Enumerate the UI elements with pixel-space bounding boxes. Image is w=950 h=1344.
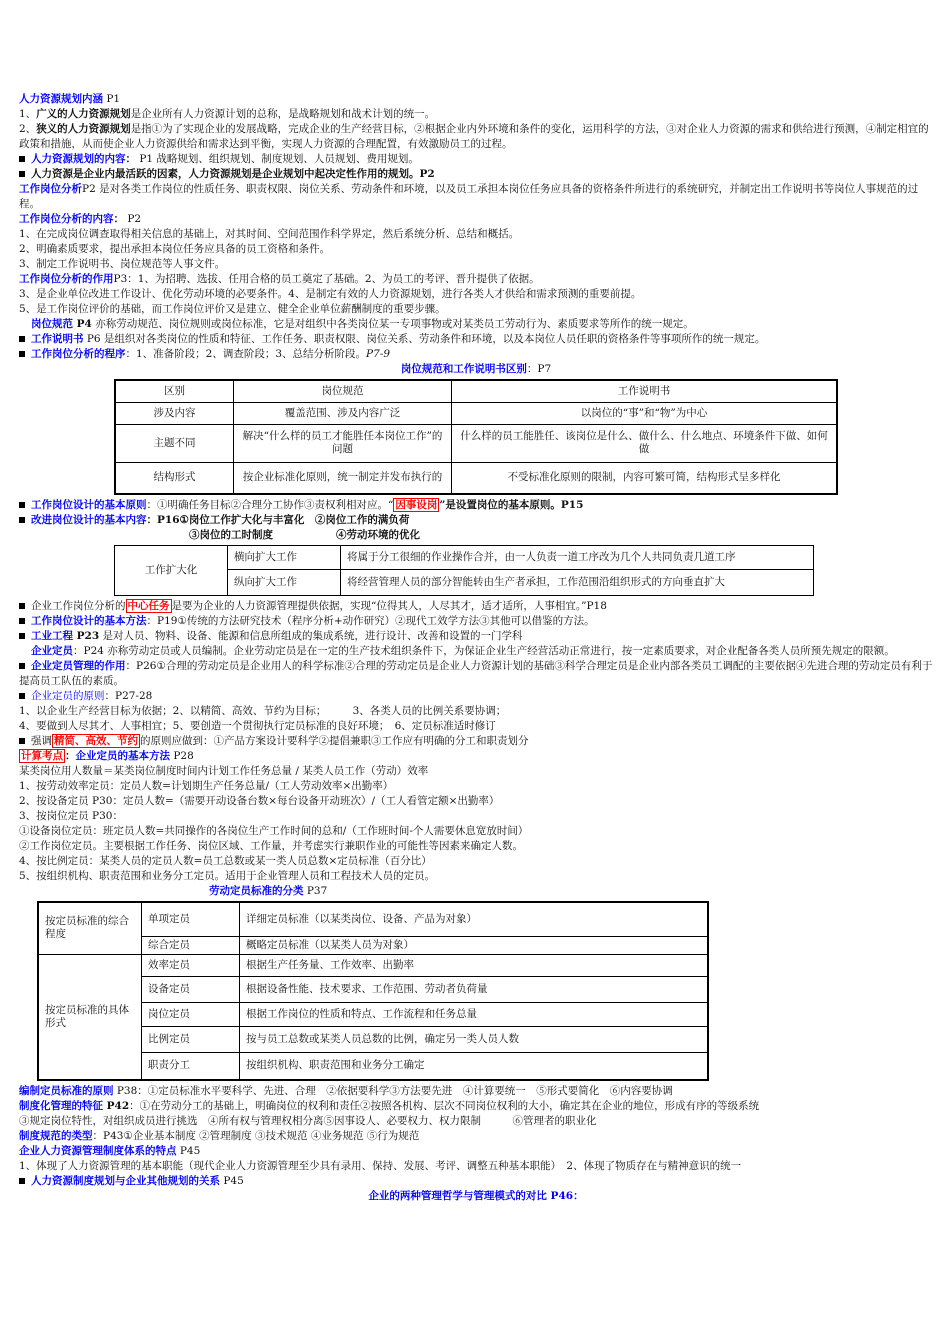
bullet-icon [19,1178,25,1184]
table-header-cell: 工作说明书 [452,380,838,402]
item-number: 1、 [19,108,37,120]
formula-line: 某类岗位用人数量＝某类岗位制度时间内计划工作任务总量 / 某类人员工作（劳动）效率 [19,765,429,777]
body-text: ：P19①传统的方法研究技术（程序分析+动作研究）②现代工效学方法③其他可以借鉴的方法。 [146,615,595,627]
table-cell: 覆盖范围、涉及内容广泛 [234,402,452,424]
heading-text: 制度规范的类型 [19,1130,93,1142]
body-text: ：1、准备阶段；2、调查阶段；3、总结分析阶段。 [125,348,367,360]
heading-text: 岗位规范 [31,318,73,330]
bullet-icon [19,351,25,357]
highlight-keyword: 计算考点 [21,750,63,762]
job-enlargement-table [114,545,814,596]
body-text: ：①在劳动分工的基础上，明确岗位的权利和责任②按照各机构、层次不同岗位权利的大小，确定其在企业的地位，形成有序的等级系统 [129,1100,760,1112]
bullet-icon [19,603,25,609]
page-ref: P7-9 [366,348,391,360]
section-heading [19,212,933,227]
bullet-line [19,513,933,528]
body-text: P3：1、为招聘、选拔、任用合格的员工奠定了基础。2、为员工的考评、晋升提供了依据。 [113,273,540,285]
page-ref: P37 [303,885,328,897]
list-item: 3、按岗位定员 P30： [19,810,123,822]
staffing-standards-table [37,901,709,1081]
table-row [38,902,708,936]
highlight-keyword: 中心任务 [127,600,170,612]
bullet-icon [19,618,25,624]
bullet-line [19,614,933,629]
table-cell: 岗位定员 [142,1002,240,1026]
definition: 亦称劳动规范、岗位规则或岗位标准，它是对组织中各类岗位某一专项事物或对某类员工劳动行为、素质要求等所作的统一规定。 [91,318,694,330]
page-ref: P4 [73,318,92,330]
body-text: 是要为企业的人力资源管理提供依据，实现“位得其人，人尽其才，适才适所，人事相宜。”P18 [171,600,607,612]
bullet-line [19,347,933,362]
table-header-cell: 岗位规范 [234,380,452,402]
bullet-line [19,734,933,749]
definition: 是企业所有人力资源计划的总称，是战略规划和战术计划的统一。 [130,108,436,120]
table-cell: 详细定员标准（以某类岗位、设备、产品为对象） [240,902,709,936]
table-title [19,884,933,899]
highlight-keyword: 因事设岗 [395,499,438,511]
table-cell: 概略定员标准（以某类人员为对象） [240,936,709,954]
page-ref: ：P7 [526,363,552,375]
table-row [115,424,837,462]
table-cell: 解决“什么样的员工才能胜任本岗位工作”的问题 [234,424,452,462]
paragraph [19,182,933,212]
bullet-line [19,599,933,614]
page-ref: P2 [124,213,142,225]
table-cell: 主题不同 [115,424,234,462]
table-cell: 横向扩大工作 [228,546,341,570]
table-cell: 涉及内容 [115,402,234,424]
table-cell: 按与员工总数或某类人员总数的比例，确定另一类人员人数 [240,1026,709,1052]
bullet-line [19,498,933,513]
section-heading [19,1189,933,1204]
body-text: ：P26①合理的劳动定员是企业用人的科学标准②合理的劳动定员是企业人力资源计划的基础③科学合理定员是企业内部各类员工调配的主要依据④先进合理的劳动定员有利于提高员工队伍的素质。 [19,660,933,687]
table-header-cell: 区别 [115,380,234,402]
bullet-icon [19,663,25,669]
table-cell: 什么样的员工能胜任、该岗位是什么、做什么、什么地点、环境条件下做、如何做 [452,424,838,462]
heading-text: 企业人力资源管理制度体系的特点 [19,1145,177,1157]
bullet-line [19,167,933,182]
heading-text: 工业工程 [31,630,73,642]
table-cell: 按企业标准化原则，统一制定并发布执行的 [234,462,452,494]
heading-text: 企业的两种管理哲学与管理模式的对比 P46： [368,1190,584,1202]
definition: ：P24 亦称劳动定员或人员编制。企业劳动定员是在一定的生产技术组织条件下，为保证企业生产经营活动正常进行，按一定素质要求，对企业配备各类人员所预先规定的限额。 [73,645,895,657]
table-cell: 以岗位的“事”和“物”为中心 [452,402,838,424]
definition: 是对人员、物料、设备、能源和信息所组成的集成系统，进行设计、改善和设置的一门学科 [99,630,523,642]
term: 狭义的人力资源规划 [36,123,131,135]
definition: P6 是组织对各类岗位的性质和特征、工作任务、职责权限、岗位关系、劳动条件和环境，以及本岗位人员任职的资格条件等事项所作的统一规定。 [83,333,766,345]
list-item: 5、是工作岗位评价的基础，而工作岗位评价又是建立、健全企业单位薪酬制度的重要步骤。 [19,303,446,315]
table-row [38,954,708,976]
body-text: P1 战略规划、组织规划、制度规划、人员规划、费用规划。 [136,153,419,165]
page-ref: P45 [176,1145,201,1157]
page-ref: P45 [220,1175,244,1187]
body-text: ：P43①企业基本制度 ②管理制度 ③技术规范 ④业务规范 ⑤行为规范 [92,1130,420,1142]
paragraph [19,1099,933,1114]
heading-text: 工作岗位分析的作用 [19,273,114,285]
table-cell: 设备定员 [142,976,240,1002]
bullet-icon [19,693,25,699]
definition: P2 是对各类工作岗位的性质任务、职责权限、岗位关系、劳动条件和环境，以及员工承担本岗位任务应具备的资格条件所进行的系统研究，并制定出工作说明书等岗位人事规范的过程。 [19,183,919,210]
bullet-line [19,659,933,689]
bold-statement: ：P16①岗位工作扩大化与丰富化 ②岗位工作的满负荷 [146,514,410,526]
heading-text: 编制定员标准的原则 [19,1085,114,1097]
body-text: 强调 [31,735,52,747]
table-row [115,380,837,402]
list-item: 5、按组织机构、职责范围和业务分工定员。适用于企业管理人员和工程技术人员的定员。 [19,870,436,882]
heading-text: 工作说明书 [31,333,84,345]
table-row [115,462,837,494]
page-ref: ：P27-28 [104,690,153,702]
document-content [19,92,933,1204]
table-group-cell: 按定员标准的具体形式 [38,954,142,1080]
table-row [115,546,814,570]
item-number: 2、 [19,123,37,135]
table-cell: 按组织机构、职责范围和业务分工确定 [240,1052,709,1080]
bullet-icon [19,738,25,744]
body-text: 的原则应做到：①产品方案设计要科学②提倡兼职③工作应有明确的分工和职责划分 [140,735,529,747]
table-cell: 结构形式 [115,462,234,494]
colon: ： [113,213,124,225]
list-item: 1、按劳动效率定员：定员人数=计划期生产任务总量/（工人劳动效率×出勤率） [19,780,394,792]
heading-text: 工作岗位设计的基本原则 [31,499,147,511]
paragraph [19,122,933,152]
list-item: 3、制定工作说明书、岗位规范等人事文件。 [19,258,226,270]
table-group-cell: 按定员标准的综合程度 [38,902,142,954]
paragraph [19,1084,933,1099]
list-item: ③规定岗位特性，对组织成员进行挑选 ④所有权与管理权相分离⑤因事设人、必要权力、权力限制 ⑥管理者的职业化 [19,1115,597,1127]
heading-text: 企业定员的原则 [31,690,105,702]
section-heading [19,749,933,764]
page-ref: P23 [73,630,100,642]
body-text: P38：①定员标准水平要科学、先进、合理 ②依据要科学③方法要先进 ④计算要统一 ⑤形式要简化 ⑥内容要协调 [113,1085,673,1097]
table-row [115,402,837,424]
bullet-icon [19,171,25,177]
bullet-icon [19,502,25,508]
bullet-icon [19,156,25,162]
heading-text: 岗位规范和工作说明书区别 [400,363,527,375]
heading-text: 企业定员的基本方法 [75,750,170,762]
heading-text: 人力资源规划内涵 [19,93,103,105]
heading-text: 改进岗位设计的基本内容 [31,514,147,526]
list-item: ①设备岗位定员：班定员人数=共同操作的各岗位生产工作时间的总和/（工作班时间-个人需要休息宽放时间） [19,825,529,837]
bullet-icon [19,336,25,342]
page-ref: P42 [103,1100,130,1112]
bullet-icon [19,633,25,639]
continuation-line: ③岗位的工时制度 ④劳动环境的优化 [189,529,420,541]
list-item: 2、明确素质要求，提出承担本岗位任务应具备的员工资格和条件。 [19,243,331,255]
section-hr-planning-heading [19,92,933,107]
table-cell: 根据设备性能、技术要求、工作范围、劳动者负荷量 [240,976,709,1002]
heading-text: 制度化管理的特征 [19,1100,103,1112]
definition: 是指①为了实现企业的发展战略，完成企业的生产经营目标，②根据企业内外环境和条件的变化，运用科学的方法，③对企业人力资源的需求和供给进行预测，④制定相宜的政策和措施，从而使企业人力资源供给和需求达到平衡，实现人力资源的合理配置，有效激励员工的过程。 [19,123,929,150]
table-cell: 职责分工 [142,1052,240,1080]
paragraph [19,1129,933,1144]
bullet-line [19,152,933,167]
table-cell: 比例定员 [142,1026,240,1052]
table-cell: 将属于分工很细的作业操作合并，由一人负责一道工序改为几个人共同负责几道工序 [341,546,814,570]
paragraph [19,317,933,332]
table-cell: 根据工作岗位的性质和特点、工作流程和任务总量 [240,1002,709,1026]
table-cell: 纵向扩大工作 [228,570,341,596]
page-ref: P28 [170,750,194,762]
bullet-line [19,629,933,644]
heading-text: 企业定员 [31,645,73,657]
heading-text: 企业定员管理的作用 [31,660,126,672]
list-item: ②工作岗位定员。主要根据工作任务、岗位区域、工作量，并考虑实行兼职作业的可能性等因素来确定人数。 [19,840,523,852]
list-item: 1、以企业生产经营目标为依据；2、以精简、高效、节约为目标； 3、各类人员的比例关系要协调； [19,705,507,717]
bullet-line [19,689,933,704]
list-item: 2、按设备定员 P30：定员人数=（需要开动设备台数×每台设备开动班次）/（工人看管定额×出勤率） [19,795,500,807]
bold-statement: 人力资源是企业内最活跃的因素，人力资源规划是企业规划中起决定性作用的规划。P2 [31,168,435,180]
paragraph [19,644,933,659]
table-cell: 将经营管理人员的部分智能转由生产者承担，工作范围沿组织形式的方向垂直扩大 [341,570,814,596]
section-heading [19,1144,933,1159]
body-text: ：①明确任务目标②合理分工协作③责权利相对应。“ [146,499,394,511]
term: 广义的人力资源规划 [36,108,131,120]
paragraph [19,107,933,122]
table-title [19,362,933,377]
highlight-keyword: 精简、高效、节约 [54,735,138,747]
colon: ： [65,750,76,762]
table-cell: 不受标准化原则的限制，内容可繁可简，结构形式呈多样化 [452,462,838,494]
heading-text: 人力资源制度规划与企业其他规划的关系 [31,1175,220,1187]
bold-statement: ”是设置岗位的基本原则。P15 [439,499,584,511]
table-cell: 效率定员 [142,954,240,976]
heading-text: 工作岗位分析的程序 [31,348,126,360]
bullet-line [19,332,933,347]
body-text: 企业工作岗位分析的 [31,600,126,612]
list-item: 1、在完成岗位调查取得相关信息的基础上，对其时间、空间范围作科学界定，然后系统分析、总结和概括。 [19,228,520,240]
table-cell: 根据生产任务量、工作效率、出勤率 [240,954,709,976]
heading-text: 工作岗位设计的基本方法 [31,615,147,627]
colon: ： [125,153,136,165]
heading-text: 劳动定员标准的分类 [209,885,304,897]
list-item: 3、是企业单位改进工作设计、优化劳动环境的必要条件。4、是制定有效的人力资源规划，进行各类人才供给和需求预测的重要前提。 [19,288,642,300]
list-item: 1、体现了人力资源管理的基本职能（现代企业人力资源管理至少具有录用、保持、发展、考评、调整五种基本职能） 2、体现了物质存在与精神意识的统一 [19,1160,742,1172]
table-cell: 综合定员 [142,936,240,954]
paragraph [19,272,933,287]
bullet-line [19,1174,933,1189]
list-item: 4、要做到人尽其才、人事相宜；5、要创造一个贯彻执行定员标准的良好环境； 6、定员标准适时修订 [19,720,496,732]
heading-text: 人力资源规划的内容 [31,153,126,165]
page-ref: P1 [103,93,121,105]
bullet-icon [19,517,25,523]
heading-text: 工作岗位分析的内容 [19,213,114,225]
comparison-table [114,379,838,495]
heading-text: 工作岗位分析 [19,183,82,195]
list-item: 4、按比例定员：某类人员的定员人数=员工总数或某一类人员总数×定员标准（百分比） [19,855,432,867]
table-cell: 工作扩大化 [115,546,228,596]
table-cell: 单项定员 [142,902,240,936]
